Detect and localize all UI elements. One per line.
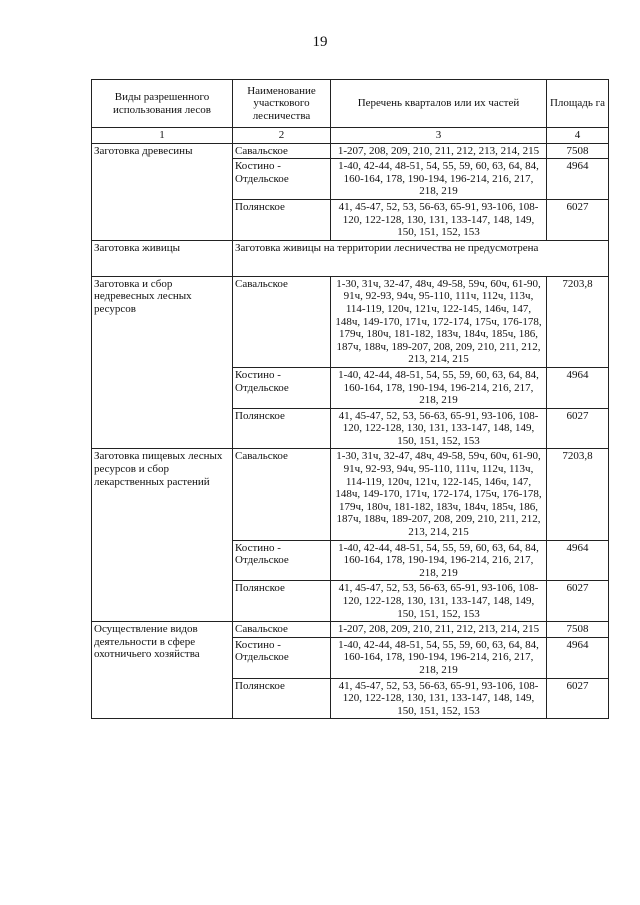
forestry-cell: Савальское: [233, 622, 331, 638]
column-number: 2: [233, 128, 331, 144]
quarters-cell: 1-40, 42-44, 48-51, 54, 55, 59, 60, 63, 64, 84, 160-164, 178, 190-194, 196-214, 216, 217, 218, 219: [331, 637, 547, 678]
quarters-cell: 41, 45-47, 52, 53, 56-63, 65-91, 93-106, 108-120, 122-128, 130, 131, 133-147, 148, 149, 150, 151, 152, 153: [331, 199, 547, 240]
forestry-cell: Костино - Отдельское: [233, 637, 331, 678]
area-cell: 4964: [547, 367, 609, 408]
area-cell: 7203,8: [547, 276, 609, 367]
area-cell: 7508: [547, 143, 609, 159]
area-cell: 4964: [547, 540, 609, 581]
quarters-cell: 41, 45-47, 52, 53, 56-63, 65-91, 93-106, 108-120, 122-128, 130, 131, 133-147, 148, 149, 150, 151, 152, 153: [331, 581, 547, 622]
use-type-cell: Осуществление видов деятельности в сфере охотничьего хозяйства: [92, 622, 233, 719]
area-cell: 4964: [547, 637, 609, 678]
table-header-row: [92, 80, 609, 128]
header-area: Площадь га: [547, 80, 609, 128]
quarters-cell: 1-207, 208, 209, 210, 211, 212, 213, 214, 215: [331, 622, 547, 638]
use-type-cell: Заготовка древесины: [92, 143, 233, 240]
quarters-cell: 1-30, 31ч, 32-47, 48ч, 49-58, 59ч, 60ч, 61-90, 91ч, 92-93, 94ч, 95-110, 111ч, 112ч, 113ч, 114-119, 120ч, 121ч, 122-145, 146ч, 147, 148ч, 149-170, 171ч, 172-174, 175ч, 176-178, 179ч, 180ч, 181-182, 183ч, 184ч, 185ч, 186, 187ч, 188ч, 189-207, 208, 209, 210, 211, 212, 213, 214, 215: [331, 276, 547, 367]
header-use-type: Виды разрешенного использования лесов: [92, 80, 233, 128]
forestry-cell: Савальское: [233, 276, 331, 367]
area-cell: 4964: [547, 159, 609, 200]
use-type-cell: Заготовка живицы: [92, 240, 233, 276]
use-type-cell: Заготовка и сбор недревесных лесных ресурсов: [92, 276, 233, 449]
header-forestry: Наименование участкового лесничества: [233, 80, 331, 128]
forestry-cell: Полянское: [233, 408, 331, 449]
forest-use-table: [91, 79, 609, 719]
table-row: [92, 240, 609, 276]
table-row: [92, 622, 609, 638]
column-number: 4: [547, 128, 609, 144]
forestry-cell: Полянское: [233, 678, 331, 719]
forestry-cell: Савальское: [233, 449, 331, 540]
area-cell: 6027: [547, 581, 609, 622]
table-row: [92, 449, 609, 540]
area-cell: 7508: [547, 622, 609, 638]
column-number: 3: [331, 128, 547, 144]
area-cell: 6027: [547, 678, 609, 719]
area-cell: 6027: [547, 408, 609, 449]
quarters-cell: 41, 45-47, 52, 53, 56-63, 65-91, 93-106, 108-120, 122-128, 130, 131, 133-147, 148, 149, 150, 151, 152, 153: [331, 678, 547, 719]
quarters-cell: 1-40, 42-44, 48-51, 54, 55, 59, 60, 63, 64, 84, 160-164, 178, 190-194, 196-214, 216, 217, 218, 219: [331, 159, 547, 200]
forestry-cell: Костино - Отдельское: [233, 540, 331, 581]
header-quarters: Перечень кварталов или их частей: [331, 80, 547, 128]
forestry-cell: Савальское: [233, 143, 331, 159]
use-type-cell: Заготовка пищевых лесных ресурсов и сбор лекарственных растений: [92, 449, 233, 622]
quarters-cell: 1-207, 208, 209, 210, 211, 212, 213, 214, 215: [331, 143, 547, 159]
quarters-cell: 1-40, 42-44, 48-51, 54, 55, 59, 60, 63, 64, 84, 160-164, 178, 190-194, 196-214, 216, 217, 218, 219: [331, 540, 547, 581]
quarters-cell: 1-30, 31ч, 32-47, 48ч, 49-58, 59ч, 60ч, 61-90, 91ч, 92-93, 94ч, 95-110, 111ч, 112ч, 113ч, 114-119, 120ч, 121ч, 122-145, 146ч, 147, 148ч, 149-170, 171ч, 172-174, 175ч, 176-178, 179ч, 180ч, 181-182, 183ч, 184ч, 185ч, 186, 187ч, 188ч, 189-207, 208, 209, 210, 211, 212, 213, 214, 215: [331, 449, 547, 540]
column-number-row: [92, 128, 609, 144]
forestry-cell: Костино - Отдельское: [233, 367, 331, 408]
area-cell: 7203,8: [547, 449, 609, 540]
forestry-cell: Полянское: [233, 199, 331, 240]
area-cell: 6027: [547, 199, 609, 240]
page-number: 19: [312, 34, 328, 50]
table-row: [92, 276, 609, 367]
forestry-cell: Костино - Отдельское: [233, 159, 331, 200]
quarters-cell: 1-40, 42-44, 48-51, 54, 55, 59, 60, 63, 64, 84, 160-164, 178, 190-194, 196-214, 216, 217, 218, 219: [331, 367, 547, 408]
table-row: [92, 143, 609, 159]
column-number: 1: [92, 128, 233, 144]
quarters-cell: 41, 45-47, 52, 53, 56-63, 65-91, 93-106, 108-120, 122-128, 130, 131, 133-147, 148, 149, 150, 151, 152, 153: [331, 408, 547, 449]
note-cell: Заготовка живицы на территории лесничества не предусмотрена: [233, 240, 609, 276]
forestry-cell: Полянское: [233, 581, 331, 622]
